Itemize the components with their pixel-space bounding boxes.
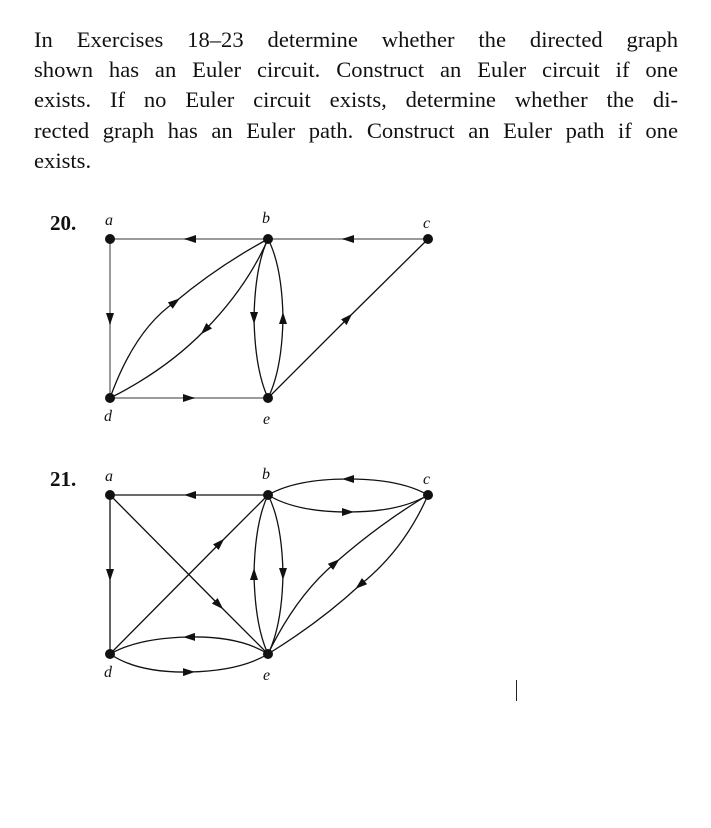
ex20-edge-b-d — [110, 239, 268, 398]
ex21-vertex-label-b: b — [262, 466, 270, 483]
exercise-21-graph — [105, 479, 433, 672]
ex21-vertex-a — [105, 490, 115, 500]
ex20-vertex-d — [105, 393, 115, 403]
instructions-line: exists. — [34, 147, 92, 173]
ex20-vertex-label-b: b — [262, 210, 270, 227]
ex21-edge-e-d — [110, 637, 268, 654]
ex21-vertex-e — [263, 649, 273, 659]
ex20-vertex-label-e: e — [263, 411, 271, 428]
instructions-line: exists. If no Euler circuit exists, determine whether the di- — [34, 87, 678, 113]
ex21-edge-e-c — [268, 495, 428, 654]
exercise-21-number: 21. — [50, 467, 77, 491]
instructions-line: rected graph has an Euler path. Construct an Euler path if one — [34, 117, 678, 143]
exercise-20-number: 20. — [50, 211, 77, 235]
ex21-vertex-b — [263, 490, 273, 500]
ex21-vertex-c — [423, 490, 433, 500]
ex21-vertex-label-d: d — [104, 664, 112, 681]
ex20-edge-e-c — [268, 239, 428, 398]
ex20-vertex-c — [423, 234, 433, 244]
ex21-vertex-label-a: a — [105, 468, 113, 485]
ex20-vertex-label-a: a — [105, 212, 113, 229]
ex21-vertex-label-e: e — [263, 667, 271, 684]
ex21-edge-d-e — [110, 654, 268, 672]
ex20-vertex-label-c: c — [423, 215, 431, 232]
text-cursor — [516, 680, 517, 701]
ex20-vertex-a — [105, 234, 115, 244]
ex20-vertex-label-d: d — [104, 408, 112, 425]
ex21-edge-c-b — [268, 479, 428, 495]
ex21-vertex-label-c: c — [423, 471, 431, 488]
exercise-20-graph — [105, 234, 433, 403]
ex20-vertex-b — [263, 234, 273, 244]
ex20-edge-e-b — [268, 239, 283, 398]
instructions-line: shown has an Euler circuit. Construct an Euler circuit if one — [34, 57, 678, 83]
ex21-vertex-d — [105, 649, 115, 659]
instructions-line: In Exercises 18–23 determine whether the directed graph — [34, 27, 678, 52]
ex20-edge-d-b — [110, 239, 268, 398]
ex21-edge-c-e — [268, 495, 428, 654]
ex20-vertex-e — [263, 393, 273, 403]
ex21-edge-e-b — [254, 495, 268, 654]
